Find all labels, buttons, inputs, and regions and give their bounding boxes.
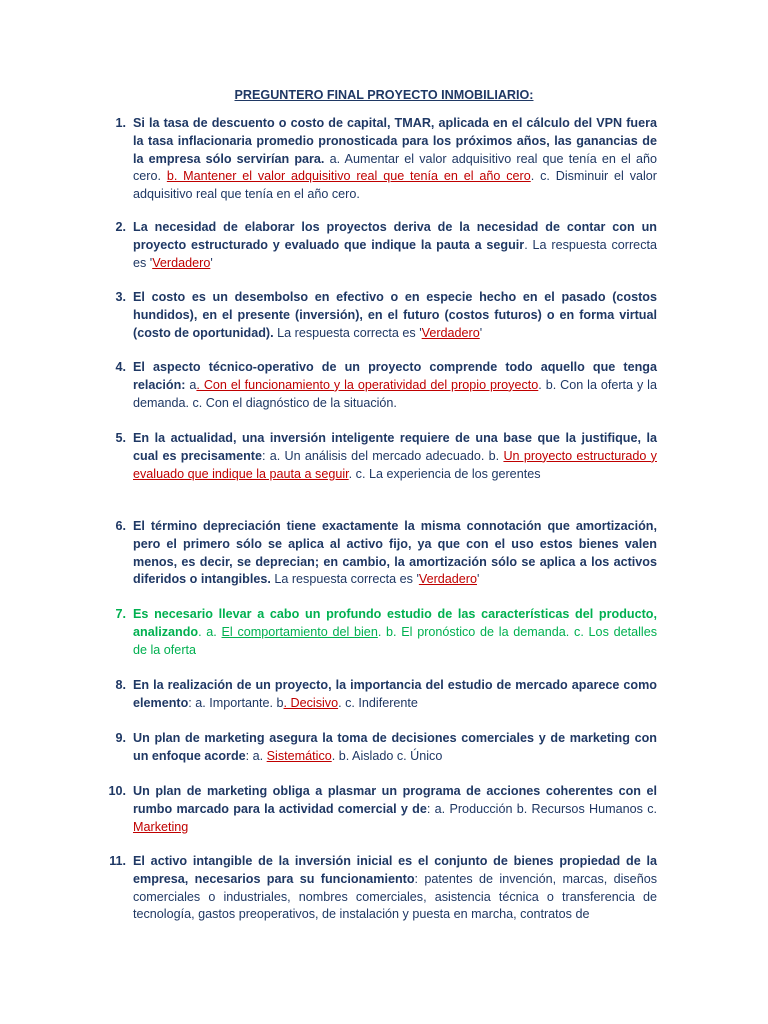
question-stem: Un plan de marketing obliga a plasmar un programa de acciones coherentes con el rumbo marcado para la actividad comercial y de [133,784,657,816]
question-number: 1. [115,116,126,130]
correct-answer: b. Mantener el valor adquisitivo real que tenía en el año cero [166,169,531,184]
question-stem: Un plan de marketing asegura la toma de decisiones comerciales y de marketing con un enfoque acorde [133,731,657,763]
question-6 [115,518,657,589]
question-2 [115,219,657,272]
question-stem: Es necesario llevar a cabo un profundo estudio de las características del producto, analizando [133,607,657,639]
question-number: 8. [115,678,126,692]
options-before: . a. [198,624,222,639]
options-before: : patentes de invención, marcas, diseños comerciales o industriales, nombres comerciales, asistencia técnica o transferencia de tecnología, gastos preoperativos, de instalación y puesta en marcha, contratos de [133,871,657,922]
correct-answer: Marketing [133,819,189,834]
question-number: 11. [109,854,126,868]
options-after: . c. La experiencia de los gerentes [348,466,541,481]
options-before: a. Aumentar el valor adquisitivo real que tenía en el año cero. [133,151,657,184]
question-number: 10. [108,784,126,798]
correct-answer: Sistemático [266,748,332,763]
correct-answer: . Decisivo [283,695,339,710]
options-before: : a. Un análisis del mercado adecuado. b. [261,448,504,463]
question-5 [115,430,657,483]
correct-answer: . Con el funcionamiento y la operatividad del propio proyecto [196,377,539,392]
correct-answer: Verdadero [418,572,477,587]
question-3 [115,289,657,342]
question-stem: El aspecto técnico-operativo de un proyecto comprende todo aquello que tenga relación: [133,360,657,392]
correct-answer: El comportamiento del bien [221,624,378,639]
question-9 [115,730,657,766]
question-10 [108,783,658,836]
options-after: . c. Indiferente [338,695,418,710]
options-after: . c. Disminuir el valor adquisitivo real que tenía en el año cero. [133,169,657,202]
correct-answer: Verdadero [152,255,211,270]
question-number: 6. [115,519,126,533]
options-after: ' [476,572,480,587]
question-11 [109,853,657,924]
options-before: : a. Producción b. Recursos Humanos c. [426,801,658,816]
question-number: 4. [115,360,126,374]
question-number: 7. [115,607,126,621]
question-stem: En la realización de un proyecto, la importancia del estudio de mercado aparece como elemento [133,678,657,710]
question-4 [115,359,657,412]
question-1 [115,115,657,204]
question-number: 2. [115,220,126,234]
question-7 [115,606,657,659]
correct-answer: Un proyecto estructurado y evaluado que indique la pauta a seguir [133,448,657,481]
question-stem: El costo es un desembolso en efectivo o en especie hecho en el pasado (costos hundidos), en el presente (inversión), en el futuro (costos futuros) o en forma virtual (costo de oportunidad). [133,290,657,340]
correct-answer: Verdadero [421,325,480,340]
options-before: La respuesta correcta es ' [270,572,419,587]
question-stem: Si la tasa de descuento o costo de capital, TMAR, aplicada en el cálculo del VPN fuera la tasa inflacionaria promedio pronosticada para los próximos años, las ganancias de la empresa sólo servirían para. [133,116,657,166]
options-before: a [185,377,197,392]
options-after: ' [210,255,213,270]
question-stem: El activo intangible de la inversión inicial es el conjunto de bienes propiedad de la empresa, necesarios para su funcionamiento [133,854,657,886]
options-after: . b. Con la oferta y la demanda. c. Con el diagnóstico de la situación. [133,377,657,410]
question-stem: La necesidad de elaborar los proyectos deriva de la necesidad de contar con un proyecto estructurado y evaluado que indique la pauta a seguir [133,220,657,252]
question-number: 9. [115,731,126,745]
options-before: : a. [245,748,267,763]
question-8 [115,677,657,713]
options-after: . b. Aislado c. Único [331,748,443,763]
question-stem: El término depreciación tiene exactamente la misma connotación que amortización, pero el primero sólo se aplica al activo fijo, ya que con el uso estos bienes valen menos, es decir, se deprecian; en cambio, la amortización sólo se aplica a los activos diferidos o intangibles. [133,519,657,587]
question-stem: En la actualidad, una inversión inteligente requiere de una base que la justifique, la cual es precisamente [133,431,657,463]
options-before: : a. Importante. b [188,695,284,710]
options-before: . La respuesta correcta es ' [133,237,657,270]
question-number: 3. [115,290,126,304]
options-after: ' [479,325,483,340]
document-title: PREGUNTERO FINAL PROYECTO INMOBILIARIO: [234,88,534,102]
options-after: . b. El pronóstico de la demanda. c. Los detalles de la oferta [133,624,657,657]
question-number: 5. [115,431,126,445]
options-before: La respuesta correcta es ' [273,325,422,340]
